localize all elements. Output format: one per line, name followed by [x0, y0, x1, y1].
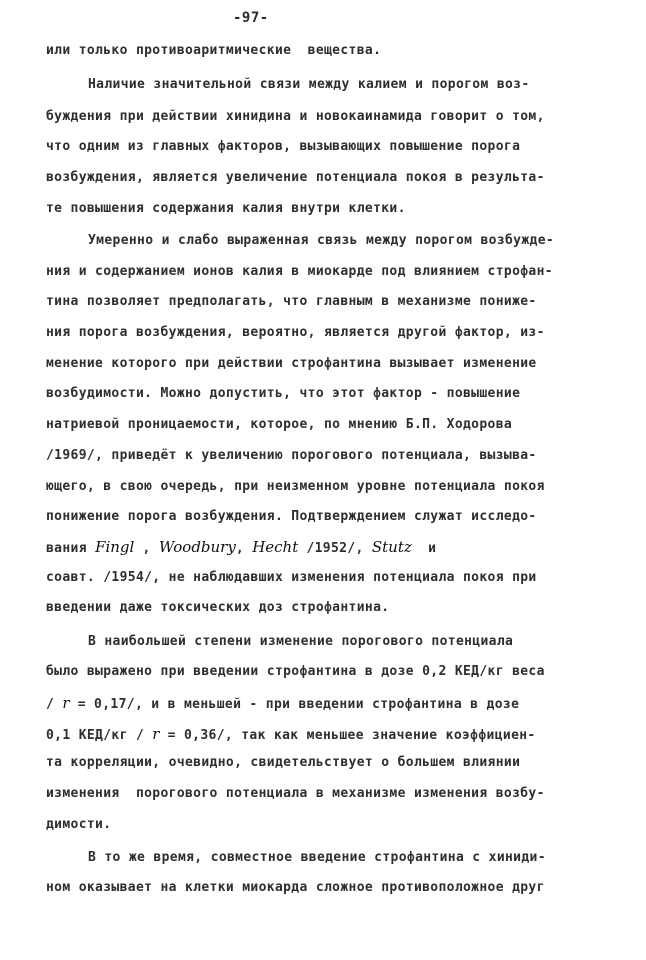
handwritten-name-stutz: Stutz	[371, 538, 412, 556]
text-fragment: = 0,36/, так как меньшее значение коэффициен-	[159, 728, 536, 743]
text-line: тина позволяет предполагать, что главным в механизме пониже-	[46, 294, 537, 309]
text-line: димости.	[46, 817, 112, 832]
text-line: Наличие значительной связи между калием и порогом воз-	[88, 77, 530, 92]
handwritten-symbol-r: r	[152, 725, 160, 743]
text-line: ном оказывает на клетки миокарда сложное противоположное друг	[46, 880, 545, 895]
handwritten-name-woodbury: Woodbury	[158, 538, 236, 556]
text-line: ния порога возбуждения, вероятно, является другой фактор, из-	[46, 325, 545, 340]
text-line: /1969/, приведёт к увеличению порогового потенциала, вызыва-	[46, 448, 537, 463]
text-line: натриевой проницаемости, которое, по мнению Б.П. Ходорова	[46, 417, 513, 432]
text-line: что одним из главных факторов, вызывающих повышение порога	[46, 139, 521, 154]
handwritten-name-fingl: Fingl	[95, 538, 135, 556]
text-line: соавт. /1954/, не наблюдавших изменения потенциала покоя при	[46, 570, 537, 585]
text-line: буждения при действии хинидина и новокаинамида говорит о том,	[46, 109, 545, 124]
text-line: В то же время, совместное введение строфантина с хиниди-	[88, 850, 546, 865]
text-line: та корреляции, очевидно, свидетельствует о большем влиянии	[46, 755, 521, 770]
text-fragment: ,	[235, 541, 253, 556]
page-number: -97-	[233, 10, 269, 26]
text-fragment: ,	[134, 541, 159, 556]
text-fragment: /1952/,	[298, 541, 372, 556]
text-fragment: /	[46, 697, 63, 712]
text-fragment: вания	[46, 541, 96, 556]
text-fragment: 0,1 КЕД/кг /	[46, 728, 153, 743]
handwritten-symbol-r: r	[62, 694, 70, 712]
text-line: изменения порогового потенциала в механизме изменения возбу-	[46, 786, 545, 801]
handwritten-name-hecht: Hecht	[252, 538, 299, 556]
text-line: возбуждения, является увеличение потенциала покоя в результа-	[46, 170, 545, 185]
text-fragment: = 0,17/, и в меньшей - при введении строфантина в дозе	[69, 697, 520, 712]
text-line-with-handwriting	[46, 694, 519, 712]
text-line: менение которого при действии строфантина вызывает изменение	[46, 356, 537, 371]
text-line: ющего, в свою очередь, при неизменном уровне потенциала покоя	[46, 479, 545, 494]
text-line: В наибольшей степени изменение порогового потенциала	[88, 634, 514, 649]
text-line: возбудимости. Можно допустить, что этот фактор - повышение	[46, 386, 521, 401]
text-line: или только противоаритмические вещества.	[46, 43, 382, 58]
text-line-with-handwriting	[46, 538, 436, 556]
text-line: те повышения содержания калия внутри клетки.	[46, 201, 406, 216]
text-line: введении даже токсических доз строфантина.	[46, 600, 390, 615]
text-line: было выражено при введении строфантина в дозе 0,2 КЕД/кг веса	[46, 664, 545, 679]
text-line: Умеренно и слабо выраженная связь между порогом возбужде-	[88, 233, 555, 248]
text-line: ния и содержанием ионов калия в миокарде под влиянием строфан-	[46, 264, 553, 279]
text-line-with-handwriting	[46, 725, 536, 743]
text-line: понижение порога возбуждения. Подтверждением служат исследо-	[46, 509, 537, 524]
text-fragment: и	[411, 541, 437, 556]
